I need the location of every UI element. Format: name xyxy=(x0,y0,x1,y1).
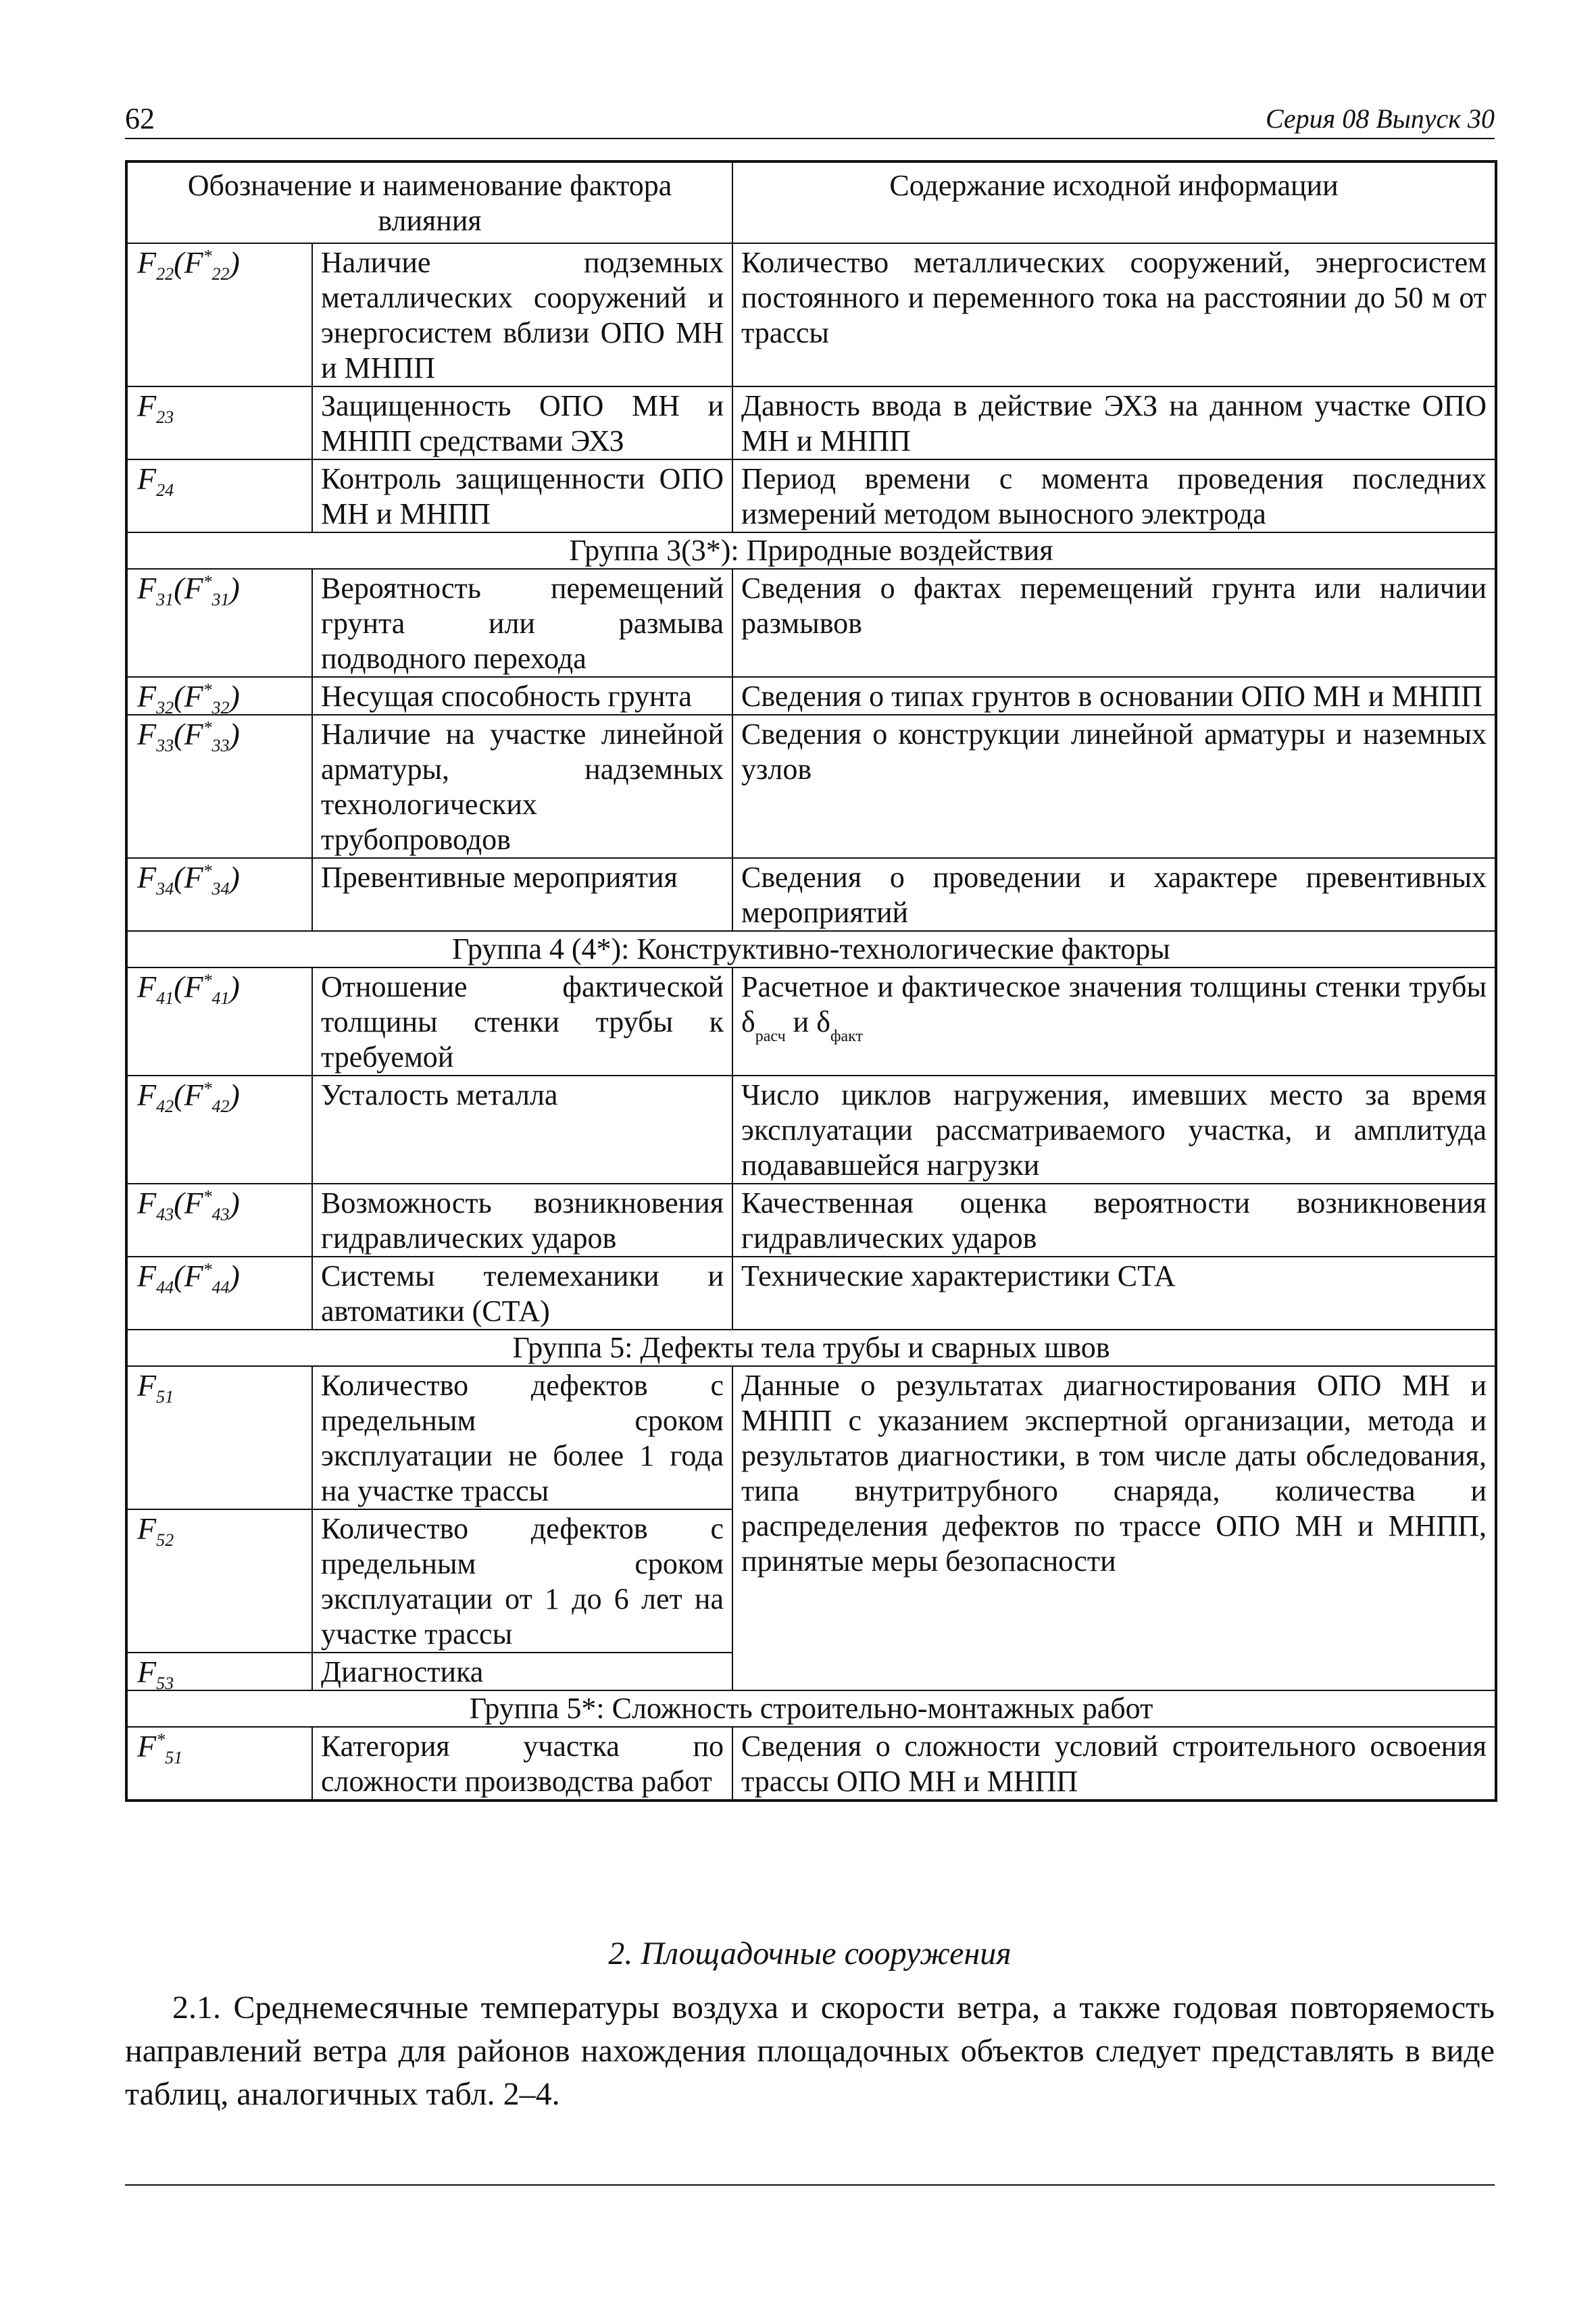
factor-symbol: $F_{52}$ xyxy=(126,1509,312,1653)
factor-symbol: $F_{34}(F^*_{34})$ xyxy=(126,858,312,931)
factor-name: Превентивные мероприятия xyxy=(312,858,732,931)
factor-symbol: $F_{53}$ xyxy=(126,1653,312,1690)
table-row xyxy=(126,1184,1496,1257)
footer-rule xyxy=(125,2184,1495,2186)
group-title: Группа 3(3*): Природные воздействия xyxy=(126,532,1496,569)
table-row xyxy=(126,459,1496,532)
group-row xyxy=(126,1330,1496,1366)
table-row xyxy=(126,677,1496,715)
info-column-header: Содержание исходной информации xyxy=(732,161,1496,243)
factor-info: Сведения о фактах перемещений грунта или наличии размывов xyxy=(732,569,1496,677)
factor-symbol: $F_{31}(F^*_{31})$ xyxy=(126,569,312,677)
factor-symbol: $F_{24}$ xyxy=(126,459,312,532)
table-header-row xyxy=(126,161,1496,243)
factor-symbol: $F_{41}(F^*_{41})$ xyxy=(126,967,312,1076)
factor-name: Защищенность ОПО МН и МНПП средствами ЭХЗ xyxy=(312,386,732,459)
factor-name: Наличие на участке линейной арматуры, надземных технологических трубопроводов xyxy=(312,715,732,858)
factor-info: Период времени с момента проведения последних измерений методом выносного электрода xyxy=(732,459,1496,532)
table-row xyxy=(126,243,1496,386)
group-title: Группа 4 (4*): Конструктивно-технологические факторы xyxy=(126,931,1496,967)
factor-info: Число циклов нагружения, имевших место за время эксплуатации рассматриваемого участка, и амплитуда подававшейся нагрузки xyxy=(732,1076,1496,1184)
factor-info: Технические характеристики СТА xyxy=(732,1257,1496,1330)
factor-info: Сведения о проведении и характере превентивных мероприятий xyxy=(732,858,1496,931)
factor-symbol: $F_{43}(F^*_{43})$ xyxy=(126,1184,312,1257)
factor-info: Качественная оценка вероятности возникновения гидравлических ударов xyxy=(732,1184,1496,1257)
factor-info: Сведения о конструкции линейной арматуры и наземных узлов xyxy=(732,715,1496,858)
factor-info: Количество металлических сооружений, энергосистем постоянного и переменного тока на расстоянии до 50 м от трассы xyxy=(732,243,1496,386)
group-title: Группа 5*: Сложность строительно-монтажных работ xyxy=(126,1690,1496,1727)
table-row xyxy=(126,1366,1496,1509)
factor-info: Сведения о типах грунтов в основании ОПО МН и МНПП xyxy=(732,677,1496,715)
factor-symbol: $F_{22}(F^*_{22})$ xyxy=(126,243,312,386)
factor-column-header: Обозначение и наименование фактора влияния xyxy=(126,161,732,243)
series-label: Серия 08 Выпуск 30 xyxy=(1265,103,1495,134)
table-row xyxy=(126,967,1496,1076)
table-row xyxy=(126,1727,1496,1801)
table-row xyxy=(126,1257,1496,1330)
factor-symbol: $F_{32}(F^*_{32})$ xyxy=(126,677,312,715)
group-row xyxy=(126,532,1496,569)
group-title: Группа 5: Дефекты тела трубы и сварных швов xyxy=(126,1330,1496,1366)
factor-name: Количество дефектов с предельным сроком эксплуатации от 1 до 6 лет на участке трассы xyxy=(312,1509,732,1653)
section-heading: 2. Площадочные сооружения xyxy=(608,1936,1012,1971)
factor-name: Системы телемеханики и автоматики (СТА) xyxy=(312,1257,732,1330)
factor-symbol: $F_{44}(F^*_{44})$ xyxy=(126,1257,312,1330)
factor-name: Возможность возникновения гидравлических ударов xyxy=(312,1184,732,1257)
factor-name: Наличие подземных металлических сооружений и энергосистем вблизи ОПО МН и МНПП xyxy=(312,243,732,386)
table-row xyxy=(126,715,1496,858)
factor-info: Давность ввода в действие ЭХЗ на данном участке ОПО МН и МНПП xyxy=(732,386,1496,459)
factor-name: Несущая способность грунта xyxy=(312,677,732,715)
section-paragraph: 2.1. Среднемесячные температуры воздуха и скорости ветра, а также годовая повторяемость направлений ветра для районов нахождения площадочных объектов следует представлять в виде таблиц, аналогичных табл. 2–4. xyxy=(125,1990,1495,2112)
factor-info: Данные о результатах диагностирования ОПО МН и МНПП с указанием экспертной организации, метода и результатов диагностики, в том числе даты обследования, типа внутритрубного снаряда, количества и распределения дефектов по трассе ОПО МН и МНПП, принятые меры безопасности xyxy=(732,1366,1496,1690)
factors-table xyxy=(125,160,1497,1802)
factor-info: Расчетное и фактическое значения толщины стенки трубы $\delta_{расч}$ и $\delta_{факт}$ xyxy=(732,967,1496,1076)
factor-symbol: $F^*_{51}$ xyxy=(126,1727,312,1801)
page-header xyxy=(125,100,1495,139)
factor-symbol: $F_{42}(F^*_{42})$ xyxy=(126,1076,312,1184)
factor-name: Количество дефектов с предельным сроком эксплуатации не более 1 года на участке трассы xyxy=(312,1366,732,1509)
factor-name: Отношение фактической толщины стенки трубы к требуемой xyxy=(312,967,732,1076)
table-row xyxy=(126,386,1496,459)
group-row xyxy=(126,1690,1496,1727)
page-number: 62 xyxy=(125,102,155,135)
table-row xyxy=(126,1076,1496,1184)
factor-name: Вероятность перемещений грунта или размыва подводного перехода xyxy=(312,569,732,677)
table-row xyxy=(126,858,1496,931)
table-row xyxy=(126,569,1496,677)
factor-info: Сведения о сложности условий строительного освоения трассы ОПО МН и МНПП xyxy=(732,1727,1496,1801)
factor-name: Диагностика xyxy=(312,1653,732,1690)
factor-symbol: $F_{51}$ xyxy=(126,1366,312,1509)
factor-name: Усталость металла xyxy=(312,1076,732,1184)
factor-symbol: $F_{23}$ xyxy=(126,386,312,459)
factor-symbol: $F_{33}(F^*_{33})$ xyxy=(126,715,312,858)
factor-name: Контроль защищенности ОПО МН и МНПП xyxy=(312,459,732,532)
factor-name: Категория участка по сложности производства работ xyxy=(312,1727,732,1801)
group-row xyxy=(126,931,1496,967)
